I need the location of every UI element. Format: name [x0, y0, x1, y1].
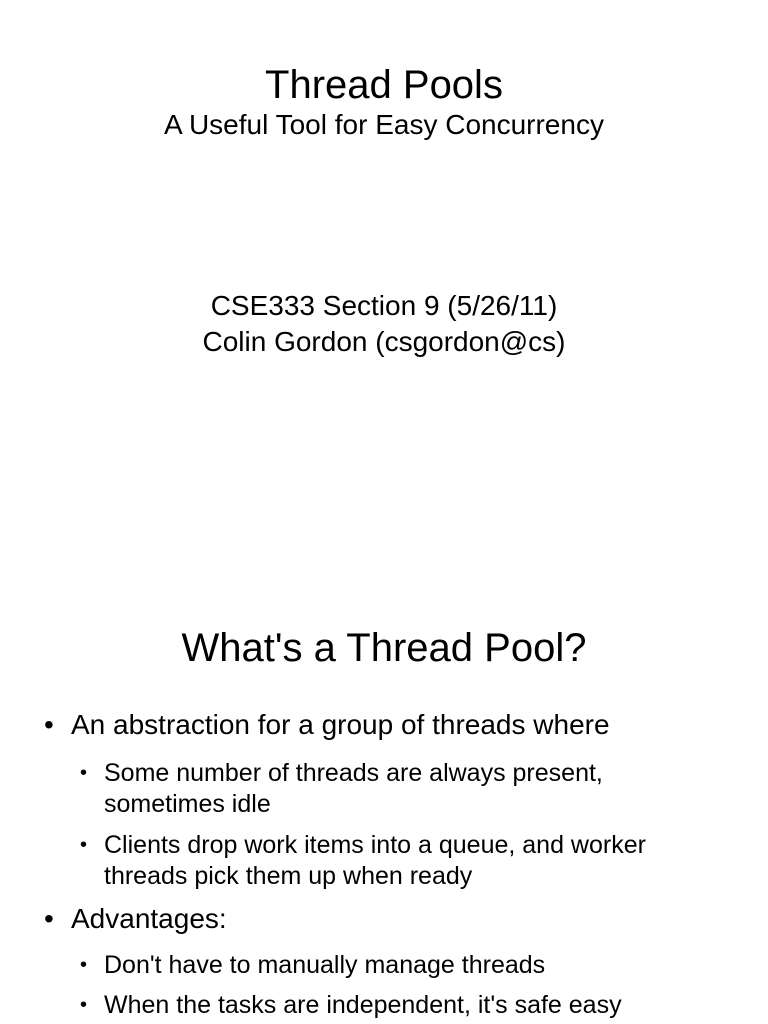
bullet-text: Advantages: [71, 903, 227, 934]
sub-bullet-text: When the tasks are independent, it's safe easy [104, 991, 622, 1019]
bullet-icon: • [44, 903, 54, 934]
bullet-icon: • [80, 954, 88, 976]
bullet-icon: • [44, 709, 54, 740]
sub-bullet-text: Don't have to manually manage threads [104, 951, 546, 979]
presenter-line: Colin Gordon (csgordon@cs) [202, 326, 566, 357]
sub-bullet-text: threads pick them up when ready [104, 862, 473, 890]
sub-bullet-text: Clients drop work items into a queue, and worker [104, 831, 646, 859]
bullet-icon: • [80, 834, 88, 856]
bullet-icon: • [80, 762, 88, 784]
bullet-icon: • [80, 994, 88, 1016]
slide-subtitle: A Useful Tool for Easy Concurrency [164, 109, 604, 140]
sub-bullet-text: sometimes idle [104, 790, 271, 818]
course-section-line: CSE333 Section 9 (5/26/11) [210, 290, 558, 321]
slide-title: Thread Pools [265, 63, 503, 107]
sub-bullet-text: Some number of threads are always present, [104, 759, 603, 787]
content-slide-title: What's a Thread Pool? [181, 626, 587, 670]
bullet-text: An abstraction for a group of threads where [71, 709, 610, 740]
